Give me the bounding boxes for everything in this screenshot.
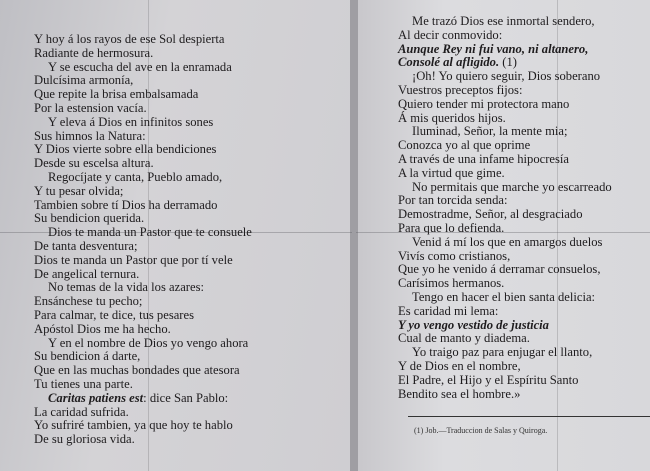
footnote: (1) Job.—Traduccion de Salas y Quiroga. <box>414 426 548 435</box>
poem-line <box>34 185 334 199</box>
poem-line <box>398 388 643 402</box>
poem-line <box>398 125 643 139</box>
line-text: Que yo he venido á derramar consuelos, <box>398 262 601 277</box>
poem-line <box>34 378 334 392</box>
poem-line <box>398 305 643 319</box>
line-text: De su gloriosa vida. <box>34 432 135 447</box>
line-text: Conozca yo al que oprime <box>398 138 531 153</box>
poem-line <box>34 102 334 116</box>
line-text: Dulcísima armonía, <box>34 73 134 88</box>
poem-line <box>34 61 334 75</box>
line-text: Quiero tender mi protectora mano <box>398 96 570 111</box>
line-text: Bendito sea el hombre.» <box>398 386 521 401</box>
line-text: Vivís como cristianos, <box>398 248 511 263</box>
poem-line <box>34 433 334 447</box>
line-text: Dios te manda un Pastor que te consuele <box>48 225 252 240</box>
poem-line <box>398 181 643 195</box>
left-poem-column <box>34 33 334 447</box>
poem-line <box>398 236 643 250</box>
poem-line <box>398 374 643 388</box>
poem-line <box>34 406 334 420</box>
line-text: La caridad sufrida. <box>34 404 129 419</box>
line-text: El Padre, el Hijo y el Espíritu Santo <box>398 372 579 387</box>
line-text: Y en el nombre de Dios yo vengo ahora <box>48 335 249 350</box>
poem-line <box>34 240 334 254</box>
poem-line <box>34 419 334 433</box>
line-text: No temas de la vida los azares: <box>48 280 204 295</box>
line-text: Carísimos hermanos. <box>398 276 505 291</box>
italic-text: Y yo vengo vestido de justicia <box>398 317 549 332</box>
line-text: Tambien sobre tí Dios ha derramado <box>34 197 218 212</box>
line-text: Dios te manda un Pastor que por tí vele <box>34 252 233 267</box>
line-text: Para calmar, te dice, tus pesares <box>34 307 194 322</box>
poem-line <box>398 208 643 222</box>
line-text: Venid á mí los que en amargos duelos <box>412 234 603 249</box>
poem-line <box>34 47 334 61</box>
line-text: Regocíjate y canta, Pueblo amado, <box>48 169 223 184</box>
poem-line <box>34 337 334 351</box>
line-text: : dice San Pablo: <box>143 390 229 405</box>
poem-line <box>398 222 643 236</box>
poem-line <box>398 319 643 333</box>
poem-line <box>398 29 643 43</box>
poem-line <box>34 74 334 88</box>
poem-line <box>34 130 334 144</box>
line-text: Y tu pesar olvida; <box>34 183 124 198</box>
italic-text: Aunque Rey ni fui vano, ni altanero, <box>398 41 589 56</box>
poem-line <box>398 332 643 346</box>
line-text: Tengo en hacer el bien santa delicia: <box>412 289 596 304</box>
line-text: Por la estension vacía. <box>34 100 147 115</box>
poem-line <box>398 167 643 181</box>
line-text: ¡Oh! Yo quiero seguir, Dios soberano <box>412 69 601 84</box>
poem-line <box>34 323 334 337</box>
poem-line <box>398 360 643 374</box>
poem-line <box>398 153 643 167</box>
line-text: Para que lo defienda. <box>398 220 505 235</box>
line-text: Y hoy á los rayos de ese Sol despierta <box>34 32 225 46</box>
poem-line <box>398 139 643 153</box>
poem-line <box>34 309 334 323</box>
poem-line <box>34 254 334 268</box>
line-text: Y Dios vierte sobre ella bendiciones <box>34 142 217 157</box>
poem-line <box>398 194 643 208</box>
line-text: A la virtud que gime. <box>398 165 505 180</box>
poem-line <box>34 88 334 102</box>
line-text: A través de una infame hipocresía <box>398 151 569 166</box>
line-text: Y de Dios en el nombre, <box>398 358 521 373</box>
line-text: Radiante de hermosura. <box>34 45 154 60</box>
line-text: Desde su escelsa altura. <box>34 156 154 171</box>
page-gutter <box>350 0 358 471</box>
footnote-rule <box>408 416 650 417</box>
poem-line <box>398 84 643 98</box>
line-text: Que en las muchas bondades que atesora <box>34 363 240 378</box>
line-text: Tu tienes una parte. <box>34 376 133 391</box>
line-text: Y se escucha del ave en la enramada <box>48 59 232 74</box>
poem-line <box>34 199 334 213</box>
poem-line <box>398 291 643 305</box>
line-text: Que repite la brisa embalsamada <box>34 87 199 102</box>
poem-line <box>398 112 643 126</box>
poem-line <box>398 70 643 84</box>
right-poem-column <box>398 15 643 401</box>
poem-line <box>34 364 334 378</box>
line-text: Me trazó Dios ese inmortal sendero, <box>412 14 595 28</box>
italic-text: Caritas patiens est <box>48 390 144 405</box>
poem-line <box>34 226 334 240</box>
poem-line <box>34 143 334 157</box>
line-text: Cual de manto y diadema. <box>398 331 530 346</box>
poem-line <box>398 277 643 291</box>
line-text: Apóstol Dios me ha hecho. <box>34 321 171 336</box>
line-text: De tanta desventura; <box>34 238 138 253</box>
poem-line <box>34 392 334 406</box>
line-text: Al decir conmovido: <box>398 27 503 42</box>
line-text: Á mis queridos hijos. <box>398 110 506 125</box>
poem-line <box>398 15 643 29</box>
line-text: Yo traigo paz para enjugar el llanto, <box>412 345 593 360</box>
line-text: De angelical ternura. <box>34 266 140 281</box>
line-text: Y eleva á Dios en infinitos sones <box>48 114 214 129</box>
poem-line <box>398 346 643 360</box>
line-text: Yo sufriré tambien, ya que hoy te hablo <box>34 418 233 433</box>
line-text: Demostradme, Señor, al desgraciado <box>398 207 583 222</box>
poem-line <box>34 212 334 226</box>
poem-line <box>34 171 334 185</box>
poem-line <box>398 98 643 112</box>
poem-line <box>398 263 643 277</box>
line-text: Ensánchese tu pecho; <box>34 294 143 309</box>
line-text: Vuestros preceptos fijos: <box>398 82 523 97</box>
poem-line <box>398 43 643 57</box>
line-text: Por tan torcida senda: <box>398 193 508 208</box>
line-text: No permitais que marche yo escarreado <box>412 179 612 194</box>
line-text: Es caridad mi lema: <box>398 303 499 318</box>
line-text: Su bendicion querida. <box>34 211 145 226</box>
line-text: Su bendicion á darte, <box>34 349 141 364</box>
poem-line <box>398 250 643 264</box>
line-text: (1) <box>499 55 517 70</box>
poem-line <box>34 295 334 309</box>
poem-line <box>34 268 334 282</box>
poem-line <box>34 350 334 364</box>
line-text: Iluminad, Señor, la mente mia; <box>412 124 568 139</box>
italic-text: Consolé al afligido. <box>398 55 500 70</box>
line-text: Sus himnos la Natura: <box>34 128 146 143</box>
poem-line <box>34 33 334 47</box>
poem-line <box>34 281 334 295</box>
poem-line <box>34 116 334 130</box>
poem-line <box>34 157 334 171</box>
poem-line <box>398 56 643 70</box>
